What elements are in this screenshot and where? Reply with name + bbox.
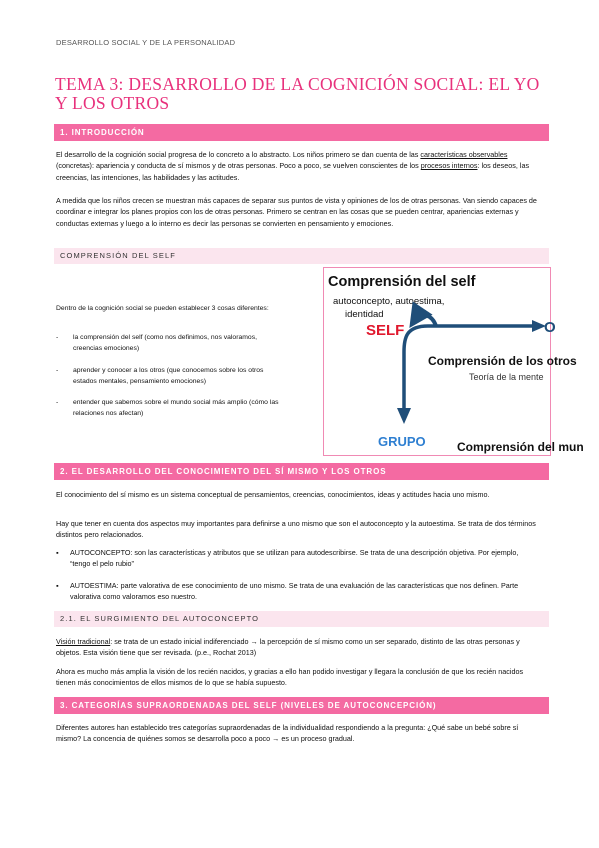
page-title [55,75,555,113]
subsection-heading-comprension-self: COMPRENSIÓN DEL SELF [54,248,549,264]
intro-paragraph-1 [56,149,544,183]
sec21-paragraph-1 [56,636,544,659]
self-intro: Dentro de la cognición social se pueden establecer 3 cosas diferentes: [56,305,269,312]
intro-p1-underline-1: características observables [420,150,508,159]
running-header: DESARROLLO SOCIAL Y DE LA PERSONALIDAD [56,38,236,47]
bullet-autoconcepto [56,547,542,571]
group-label: GRUPO [378,434,426,449]
diagram-subtitle-2: identidad [345,309,384,320]
list-item-text: aprender y conocer a los otros (que conocemos sobre los otros estados mentales, pensamiento emociones) [73,367,264,385]
mind-theory-label: Teoría de la mente [469,372,544,382]
bullet-text: AUTOESTIMA: parte valorativa de ese conocimiento de uno mismo. Se trata de una evaluación de las características que nos definen. Parte valorativa como valoramos eso nuestro. [70,581,519,602]
list-marker: - [56,367,59,374]
bullet-marker: ▪ [56,581,59,590]
title-line-2: Y LOS OTROS [55,93,170,113]
list-item-text: entender que sabemos sobre el mundo social más amplio (cómo las relaciones nos afectan) [73,399,279,417]
bullet-autoestima [56,580,542,604]
sec2-paragraph-2: Hay que tener en cuenta dos aspectos muy importantes para definirse a uno mismo que son el autoconcepto y la autoestima. Se trata de dos términos distintos pero relacionados. [56,519,536,540]
section-heading-categorias: 3. CATEGORÍAS SUPRAORDENADAS DEL SELF (NIVELES DE AUTOCONCEPCIÓN) [54,697,549,714]
vision-tradicional-label: Visión tradicional [56,637,111,646]
self-label: SELF [366,322,405,339]
subsection-heading-surgimiento: 2.1. EL SURGIMIENTO DEL AUTOCONCEPTO [54,611,549,627]
intro-p1-underline-2: procesos internos [420,161,478,171]
list-marker: - [56,334,59,341]
title-line-1: TEMA 3: DESARROLLO DE LA COGNICIÓN SOCIAL: EL YO [55,74,540,94]
others-label: Comprensión de los otros [428,354,577,368]
bullet-marker: ▪ [56,548,59,557]
sec21-paragraph-2: Ahora es mucho más amplia la visión de los recién nacidos, y gracias a ello han podido investigar y llegara la conclusión de que los recién nacidos tienen más conocimientos de ellos mismos de lo que se había supuesto. [56,667,524,688]
right-letter: O [544,319,556,336]
section-heading-desarrollo: 2. EL DESARROLLO DEL CONOCIMIENTO DEL SÍ MISMO Y LOS OTROS [54,463,549,480]
diagram-subtitle-1: autoconcepto, autoestima, [333,296,445,307]
list-item-text: la comprensión del self (como nos definimos, nos valoramos, creencias emociones) [73,334,257,352]
group-arrow-line [404,326,428,408]
intro-p1-b: (concretas): apariencia y conducta de sí mismos y de otras personas. Poco a poco, se vuelven conscientes de los [56,161,421,171]
intro-paragraph-2: A medida que los niños crecen se muestran más capaces de separar sus puntos de vista y opiniones de los de otras personas. Van siendo capaces de coordinar e integrar los planes propios con los de otras personas. Primero se centran en las cosas que se pueden centrar, apariencias externas y conductas externas y luego a lo interno es decir las personas se convierten en pensamiento y emociones. [56,196,537,228]
intro-p1-a: El desarrollo de la cognición social progresa de lo concreto a lo abstracto. Los niños primero se dan cuenta de las [56,150,421,159]
sec2-paragraph-1: El conocimiento del sí mismo es un sistema conceptual de pensamientos, creencias, conocimientos, ideas y actitudes hacia uno mismo. [56,490,490,499]
list-marker: - [56,399,59,406]
self-diagram [324,268,584,457]
self-diagram-figure [323,267,584,456]
group-arrowhead [397,408,411,424]
intro-p1-c: : los deseos, las creencias, las intenciones, las habilidades y las actitudes. [56,161,530,182]
bullet-text: AUTOCONCEPTO: son las características y atributos que se utilizan para autodescribirse. Se trata de una descripción objetiva. Por ejemplo, “tengo el pelo rubio” [70,548,519,569]
sec21-p1-text: : se trata de un estado inicial indiferenciado → la percepción de sí mismo como un ser separado, distinto de las otras personas y objetos. Esta visión tiene que ser revisada. (p.e., Rochat 2013) [56,637,520,658]
world-label: Comprensión del mun [457,440,584,454]
section-heading-introduccion: 1. INTRODUCCIÓN [54,124,549,141]
sec3-paragraph-1: Diferentes autores han establecido tres categorías supraordenadas de la individualidad respondiendo a la pregunta: ¿Qué sabe un bebé sobre sí mismo? La concencia de quiénes somos se desarrolla poco a poco → es un proceso gradual. [56,723,519,744]
diagram-title: Comprensión del self [328,274,476,290]
